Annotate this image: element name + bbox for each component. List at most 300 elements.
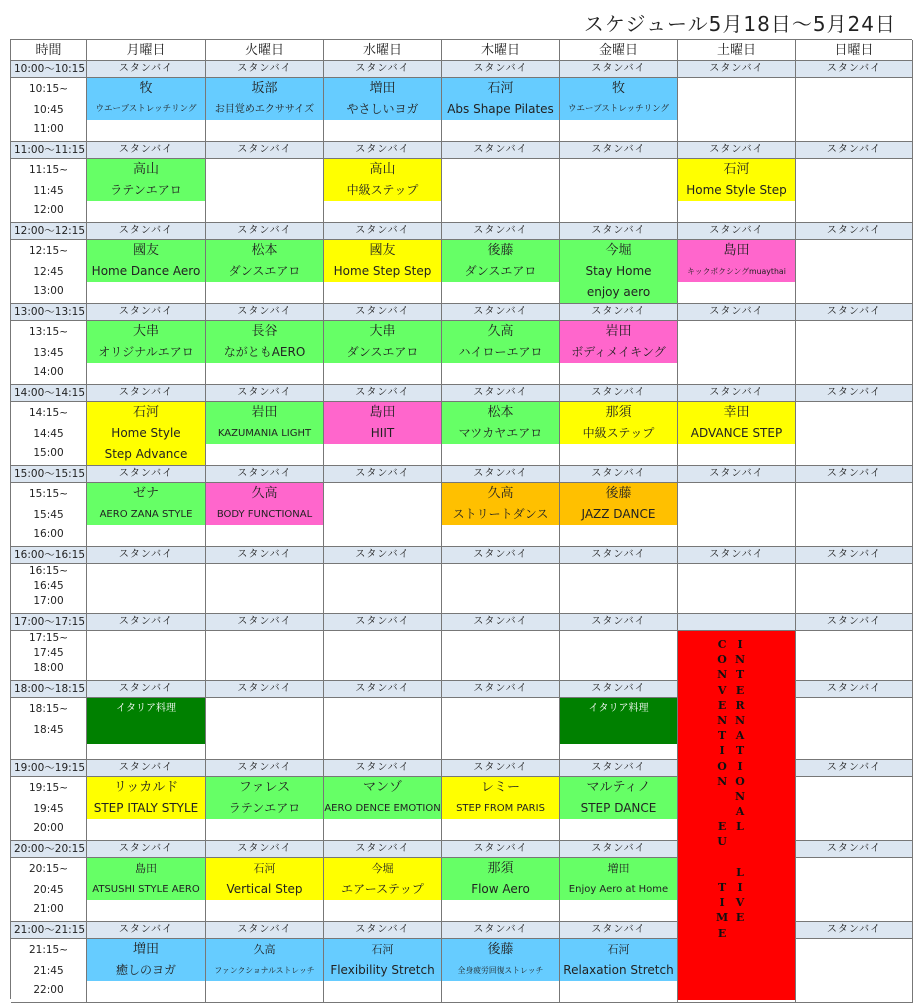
standby-cell: スタンバイ [324,614,442,631]
standby-cell: スタンバイ [324,681,442,698]
schedule-cell [206,564,324,614]
standby-cell: スタンバイ [87,841,206,858]
time-label: 20:15~ [28,863,69,875]
schedule-cell [796,631,913,681]
class-program: ダンスエアロ [346,345,419,359]
event-letter: N [735,789,746,803]
standby-cell: スタンバイ [87,547,206,564]
class-block[interactable] [324,777,441,819]
class-program: ハイローエアロ [458,345,543,359]
class-program: ファンクショナルストレッチ [214,966,315,975]
schedule-cell [678,78,796,142]
class-program: Vertical Step [226,882,303,896]
event-letter: A [735,729,745,743]
instructor-name: 那須 [605,405,632,420]
instructor-name: 後藤 [605,486,632,501]
instructor-name: 松本 [487,405,514,420]
class-block[interactable] [87,483,205,525]
schedule-grid [10,39,912,999]
schedule-cell [796,698,913,760]
time-slot [11,402,87,466]
time-label: 15:00 [33,447,64,459]
class-program: STEP FROM PARIS [456,803,545,814]
event-letter: I [737,638,743,651]
class-block[interactable] [87,777,205,819]
class-program: やさしいヨガ [346,102,419,116]
standby-cell: スタンバイ [560,922,678,939]
instructor-name: 後藤 [487,243,514,258]
instructor-name: ファレス [238,780,291,795]
class-block[interactable] [678,159,795,201]
class-program: Home Dance Aero [91,264,201,278]
time-band-label: 11:00～11:15 [11,142,87,159]
instructor-name: 高山 [132,162,159,177]
time-label: 17:15~ [28,632,69,644]
schedule-cell [324,564,442,614]
class-program: エアーステップ [341,882,424,896]
class-program: Flexibility Stretch [330,963,435,977]
time-label: 11:45 [33,185,64,197]
day-header: 木曜日 [442,40,560,61]
instructor-name: 大串 [369,324,396,339]
time-label: 12:00 [33,204,64,216]
standby-cell: スタンバイ [560,760,678,777]
standby-cell: スタンバイ [206,304,324,321]
time-slot [11,564,87,614]
class-block[interactable] [324,240,441,282]
class-block[interactable] [560,777,677,819]
time-slot [11,939,87,1003]
event-letter: C [717,638,727,651]
schedule-cell [796,321,913,385]
time-label: 15:15~ [28,488,69,500]
class-program: Abs Shape Pilates [447,102,554,116]
standby-cell: スタンバイ [206,841,324,858]
instructor-name: 久高 [487,324,514,339]
standby-cell: スタンバイ [206,61,324,78]
standby-cell: スタンバイ [678,466,796,483]
class-block[interactable] [442,240,559,282]
class-block[interactable] [206,939,323,981]
standby-cell: スタンバイ [442,614,560,631]
class-block[interactable] [87,698,205,744]
standby-cell: スタンバイ [324,760,442,777]
class-block[interactable] [442,78,559,120]
class-program-line2: enjoy aero [586,285,651,299]
class-block[interactable] [206,240,323,282]
standby-cell: スタンバイ [560,142,678,159]
class-block[interactable] [206,78,323,120]
event-letter: I [737,759,743,773]
standby-cell: スタンバイ [206,466,324,483]
class-block[interactable] [560,939,677,981]
class-program: 中級ステップ [346,183,419,197]
class-block[interactable] [87,939,205,981]
standby-cell: スタンバイ [560,223,678,240]
instructor-name: 牧 [139,81,153,96]
time-slot [11,858,87,922]
standby-cell: スタンバイ [324,547,442,564]
class-program: Relaxation Stretch [563,963,674,977]
time-label: 19:15~ [28,782,69,794]
class-program: お目覚めエクササイズ [214,104,315,115]
event-letter: N [735,653,746,667]
class-block[interactable] [324,159,441,201]
class-block[interactable] [442,402,559,444]
standby-cell: スタンバイ [206,223,324,240]
instructor-name: 石河 [607,943,630,956]
class-block[interactable] [87,159,205,201]
schedule-cell [442,564,560,614]
class-program: AERO DENCE EMOTION [324,803,441,814]
standby-cell: スタンバイ [678,547,796,564]
standby-cell: スタンバイ [796,614,913,631]
standby-cell: スタンバイ [206,547,324,564]
standby-cell: スタンバイ [87,614,206,631]
class-block[interactable] [206,402,323,444]
event-letter: V [735,896,745,910]
class-program: 全身疲労回復ストレッチ [457,966,544,975]
standby-cell: スタンバイ [442,385,560,402]
class-block[interactable] [324,939,441,981]
event-text-right [735,637,745,926]
time-label: 11:15~ [28,164,69,176]
time-band-label: 16:00～16:15 [11,547,87,564]
event-letter: N [717,668,728,682]
standby-cell: スタンバイ [560,547,678,564]
class-block[interactable] [560,321,677,363]
schedule-cell [206,159,324,223]
instructor-name: 石河 [371,943,394,956]
time-band-label: 12:00～12:15 [11,223,87,240]
instructor-name: 國友 [369,243,396,258]
standby-cell: スタンバイ [560,385,678,402]
standby-cell: スタンバイ [560,681,678,698]
schedule-cell [560,159,678,223]
standby-cell: スタンバイ [442,142,560,159]
class-block[interactable] [678,402,795,444]
class-program: HIIT [370,426,395,440]
standby-cell: スタンバイ [796,223,913,240]
instructor-name: マンゾ [362,780,402,795]
time-label: 13:45 [33,347,64,359]
instructor-name: 高山 [369,162,396,177]
time-label: 16:45 [33,580,64,592]
time-label: 22:00 [33,984,64,996]
event-letter: N [717,713,728,727]
schedule-cell [560,631,678,681]
instructor-name: 岩田 [605,324,632,339]
class-program: ストリートダンス [452,507,549,521]
standby-cell: スタンバイ [206,614,324,631]
time-label: 13:00 [33,285,64,297]
schedule-cell [442,159,560,223]
schedule-cell [206,698,324,760]
schedule-cell [678,321,796,385]
class-block[interactable] [560,698,677,744]
instructor-name: 那須 [487,861,514,876]
class-block[interactable] [442,321,559,363]
standby-cell: スタンバイ [442,61,560,78]
standby-cell: スタンバイ [324,466,442,483]
event-letter: R [735,698,745,712]
time-slot [11,78,87,142]
schedule-cell [796,777,913,841]
schedule-cell [324,698,442,760]
standby-cell: スタンバイ [442,922,560,939]
class-block[interactable] [678,240,795,282]
standby-cell: スタンバイ [796,61,913,78]
time-label: 17:00 [33,595,64,607]
standby-cell: スタンバイ [442,304,560,321]
schedule-cell [796,483,913,547]
time-label: 15:45 [33,509,64,521]
schedule-cell [796,858,913,922]
event-letter: E [717,698,727,712]
class-block[interactable] [87,78,205,120]
standby-cell: スタンバイ [87,922,206,939]
standby-cell: スタンバイ [796,841,913,858]
schedule-cell [796,159,913,223]
class-block[interactable] [442,483,559,525]
standby-cell [678,614,796,631]
event-letter: E [735,683,745,697]
class-block[interactable] [560,483,677,525]
time-label: 21:15~ [28,944,69,956]
schedule-cell [796,240,913,304]
event-letter: T [735,668,745,682]
schedule-cell [442,698,560,760]
class-program: STEP DANCE [580,801,657,815]
class-program: イタリア料理 [116,703,176,714]
time-label: 20:00 [33,822,64,834]
time-label: 14:00 [33,366,64,378]
event-letter: T [735,744,745,758]
instructor-name: 幸田 [723,405,750,420]
standby-cell: スタンバイ [678,61,796,78]
standby-cell: スタンバイ [206,142,324,159]
standby-cell: スタンバイ [87,304,206,321]
schedule-cell [324,631,442,681]
time-label: 10:45 [33,104,64,116]
time-band-label: 18:00～18:15 [11,681,87,698]
class-block[interactable] [324,858,441,900]
time-slot [11,159,87,223]
event-letter: M [716,911,729,925]
instructor-name: 増田 [607,862,630,875]
class-block[interactable] [206,858,323,900]
class-block[interactable] [206,483,323,525]
standby-cell: スタンバイ [87,466,206,483]
instructor-name: 石河 [487,81,514,96]
time-label: 19:45 [33,803,64,815]
standby-cell: スタンバイ [560,466,678,483]
event-letter: A [735,805,745,819]
class-program: ウエーブストレッチリング [95,104,197,114]
class-block[interactable] [442,939,559,981]
class-program: マツカヤエアロ [458,426,543,440]
event-letter: T [718,881,727,894]
instructor-name: 久高 [253,943,276,956]
time-header: 時間 [11,40,87,61]
class-program: Home Style Step [686,183,787,197]
class-program-line2: Step Advance [104,447,188,461]
class-program: ダンスエアロ [228,264,301,278]
standby-cell: スタンバイ [560,304,678,321]
standby-cell: スタンバイ [206,681,324,698]
class-block[interactable] [206,777,323,819]
instructor-name: 長谷 [251,324,278,339]
time-label: 17:45 [33,647,64,659]
instructor-name: 石河 [253,862,276,875]
day-header: 土曜日 [678,40,796,61]
class-program: AERO ZANA STYLE [99,509,193,520]
class-block[interactable] [324,402,441,444]
time-band-label: 14:00～14:15 [11,385,87,402]
event-letter: E [735,911,745,925]
class-program: JAZZ DANCE [581,507,656,521]
standby-cell: スタンバイ [324,61,442,78]
class-block[interactable] [324,78,441,120]
instructor-name: マルティノ [586,780,651,795]
time-label: 16:00 [33,528,64,540]
class-program: Home Step Step [333,264,432,278]
class-block[interactable] [87,240,205,282]
instructor-name: 今堀 [371,862,394,875]
schedule-cell [324,483,442,547]
class-block[interactable] [442,777,559,819]
standby-cell: スタンバイ [324,385,442,402]
time-label: 21:45 [33,965,64,977]
standby-cell: スタンバイ [324,142,442,159]
class-block[interactable] [87,402,205,465]
instructor-name: 今堀 [605,243,632,258]
class-program: BODY FUNCTIONAL [216,509,313,520]
schedule-cell [87,631,206,681]
time-slot [11,631,87,681]
schedule-cell [796,564,913,614]
standby-cell: スタンバイ [87,385,206,402]
schedule-cell [796,78,913,142]
standby-cell: スタンバイ [442,681,560,698]
standby-cell: スタンバイ [87,681,206,698]
instructor-name: 久高 [487,486,514,501]
class-block[interactable] [87,321,205,363]
event-letter: N [735,713,746,727]
standby-cell: スタンバイ [206,922,324,939]
instructor-name: レミー [480,780,520,795]
standby-cell: スタンバイ [560,614,678,631]
standby-cell: スタンバイ [442,841,560,858]
schedule-cell [796,402,913,466]
class-program: ボディメイキング [571,345,666,359]
class-program: Flow Aero [471,882,530,896]
time-band-label: 19:00～19:15 [11,760,87,777]
schedule-cell [796,939,913,1003]
time-band-label: 21:00～21:15 [11,922,87,939]
instructor-name: 牧 [611,81,625,96]
class-block[interactable] [442,858,559,900]
instructor-name: 島田 [369,405,396,420]
event-letter: T [718,729,727,743]
event-letter: O [717,759,727,773]
class-program: キックボクシングmuaythai [687,267,786,276]
time-band-label: 20:00～20:15 [11,841,87,858]
time-label: 12:45 [33,266,64,278]
class-block[interactable] [87,858,205,900]
instructor-name: 島田 [135,862,157,875]
class-block[interactable] [560,240,677,303]
class-program: STEP ITALY STYLE [93,801,199,815]
class-program: ラテンエアロ [228,801,301,815]
event-letter: E [717,820,727,834]
standby-cell: スタンバイ [796,385,913,402]
class-program: Enjoy Aero at Home [568,884,669,895]
standby-cell: スタンバイ [87,223,206,240]
day-header: 日曜日 [796,40,913,61]
class-program: 癒しのヨガ [115,963,176,977]
standby-cell: スタンバイ [442,760,560,777]
standby-cell: スタンバイ [87,142,206,159]
time-slot [11,698,87,760]
class-block[interactable] [560,858,677,900]
standby-cell: スタンバイ [442,466,560,483]
event-letter: E [717,926,727,940]
standby-cell: スタンバイ [678,304,796,321]
instructor-name: 島田 [723,243,750,258]
instructor-name: 松本 [251,243,278,258]
time-label: 18:00 [33,662,64,674]
instructor-name: 増田 [369,81,396,96]
class-block[interactable] [560,78,677,120]
instructor-name: 後藤 [487,942,514,957]
time-slot [11,483,87,547]
class-program: Stay Home [585,264,652,278]
standby-cell: スタンバイ [796,304,913,321]
class-block[interactable] [560,402,677,444]
class-block[interactable] [324,321,441,363]
standby-cell: スタンバイ [206,385,324,402]
event-letter: L [736,865,744,879]
instructor-name: 大串 [132,324,159,339]
time-label: 10:15~ [28,83,69,95]
standby-cell: スタンバイ [442,223,560,240]
standby-cell: スタンバイ [560,841,678,858]
instructor-name: ゼナ [132,486,159,501]
time-band-label: 15:00～15:15 [11,466,87,483]
schedule-cell [560,564,678,614]
standby-cell: スタンバイ [87,61,206,78]
event-letter: I [737,881,743,894]
standby-cell: スタンバイ [87,760,206,777]
time-label: 11:00 [33,123,64,135]
class-program: KAZUMANIA LIGHT [217,428,312,439]
time-label: 20:45 [33,884,64,896]
standby-cell: スタンバイ [678,142,796,159]
schedule-cell [206,631,324,681]
instructor-name: 岩田 [251,405,278,420]
standby-cell: スタンバイ [796,547,913,564]
class-program: 中級ステップ [582,426,655,440]
standby-cell: スタンバイ [324,304,442,321]
time-label: 12:15~ [28,245,69,257]
class-block[interactable] [206,321,323,363]
class-program: ウエーブストレッチリング [568,104,669,114]
class-program: ダンスエアロ [464,264,537,278]
day-header: 月曜日 [87,40,206,61]
day-header: 火曜日 [206,40,324,61]
class-program: ラテンエアロ [110,183,182,197]
